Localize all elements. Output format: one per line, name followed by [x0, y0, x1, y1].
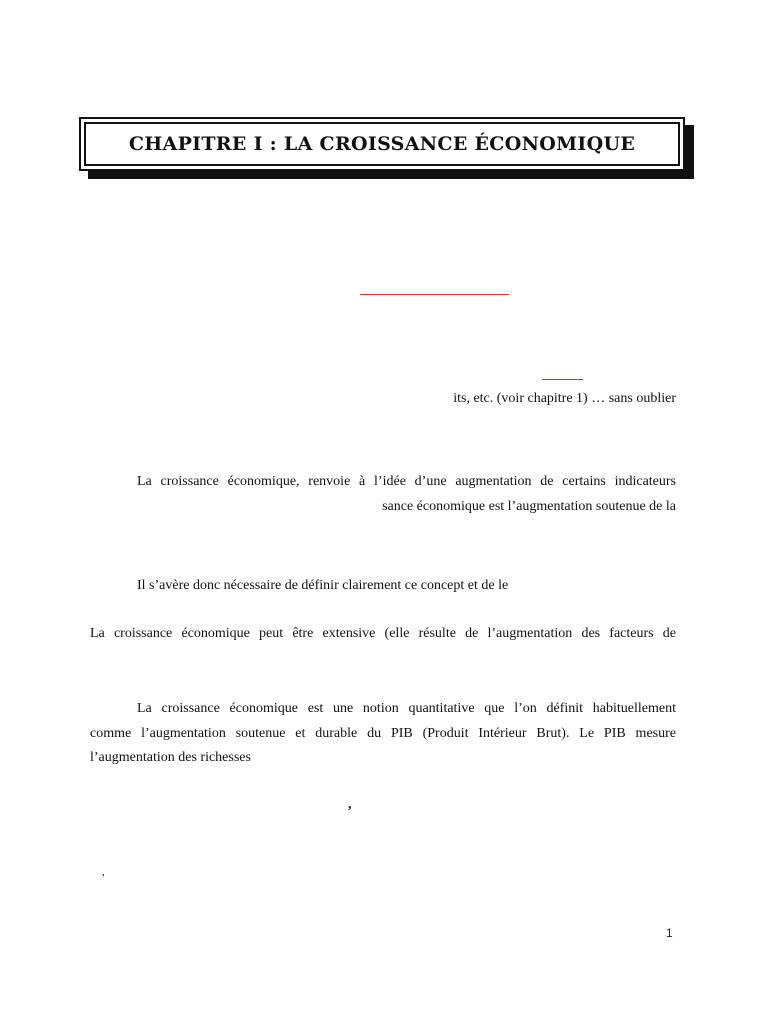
red-underline-2 — [542, 379, 583, 380]
chapter-title-box — [79, 117, 685, 171]
stray-comma-1: , — [348, 797, 352, 812]
paragraph-2-line-1: Il s’avère donc nécessaire de définir clairement ce concept et de le — [137, 578, 509, 593]
paragraph-1-line-2: sance économique est l’augmentation soutenue de la — [382, 499, 676, 514]
chapter-title: CHAPITRE I : LA CROISSANCE ÉCONOMIQUE — [128, 133, 636, 155]
paragraph-4-line-3: l’augmentation des richesses — [90, 750, 251, 765]
paragraph-1-line-1: La croissance économique, renvoie à l’idée d’une augmentation de certains indicateurs — [137, 474, 676, 489]
paragraph-3-line-1: La croissance économique peut être extensive (elle résulte de l’augmentation des facteurs de — [90, 626, 676, 641]
text-line-voir-chapitre: its, etc. (voir chapitre 1) … sans oublier — [453, 391, 676, 406]
red-underline-1 — [360, 294, 509, 295]
page-number: 1 — [666, 926, 673, 940]
stray-comma-2: , — [102, 866, 105, 878]
paragraph-4-line-2: comme l’augmentation soutenue et durable du PIB (Produit Intérieur Brut). Le PIB mesure — [90, 726, 676, 741]
paragraph-4-line-1: La croissance économique est une notion quantitative que l’on définit habituellement — [137, 701, 676, 716]
chapter-title-inner-border — [84, 122, 680, 166]
